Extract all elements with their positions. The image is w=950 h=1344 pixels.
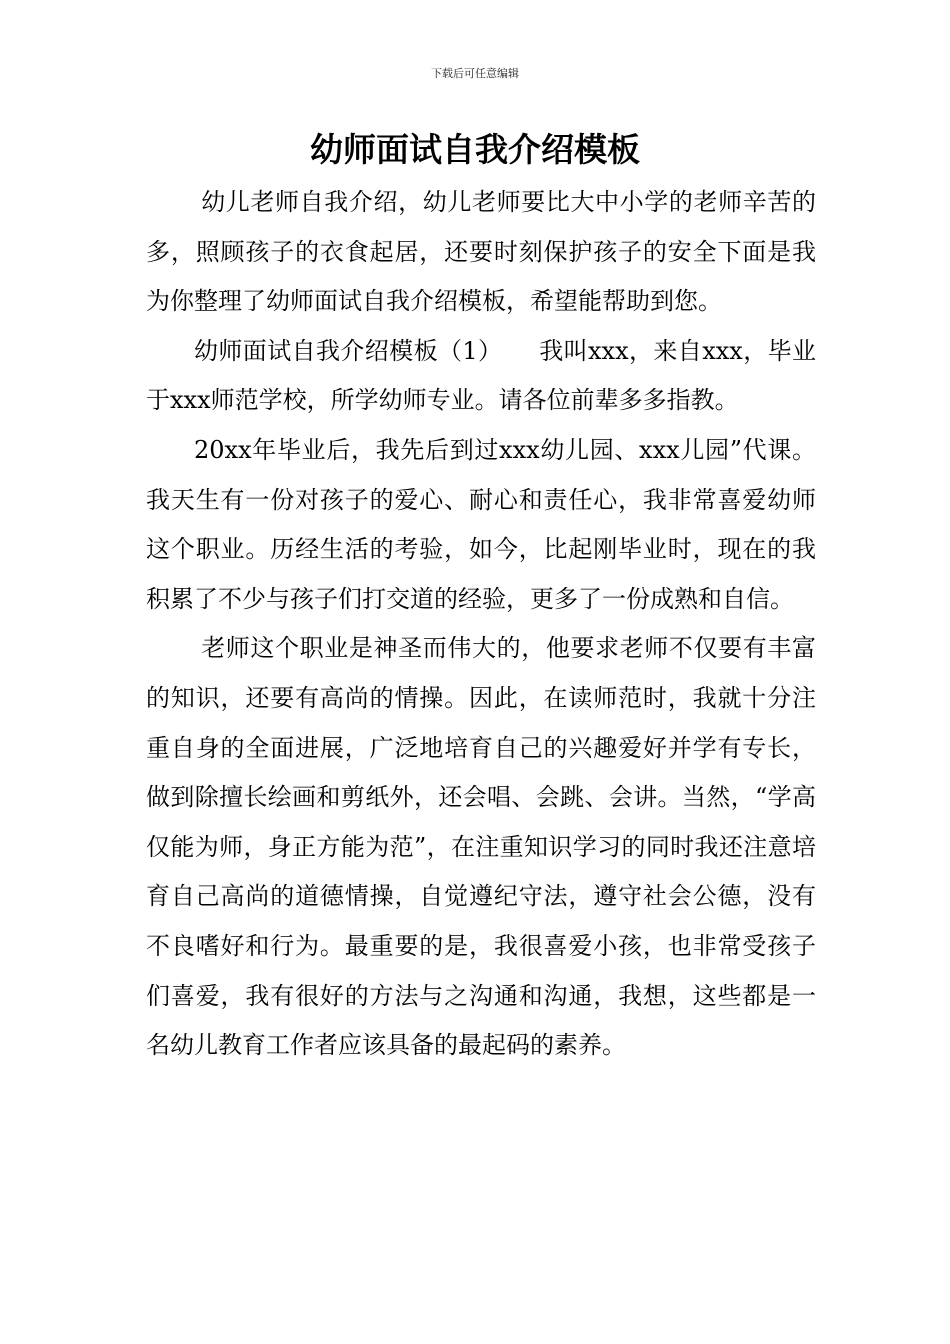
graduation-paragraph: 20xx年毕业后，我先后到过xxx幼儿园、xxx儿园”代课。我天生有一份对孩子的爱心、耐心和责任心，我非常喜爱幼师这个职业。历经生活的考验，如今，比起刚毕业时，现在的我积累了不少与孩子们打交道的经验，更多了一份成熟和自信。	[146, 435, 816, 613]
document-title: 幼师面试自我介绍模板	[310, 130, 640, 169]
template-1-paragraph: 幼师面试自我介绍模板（1） 我叫xxx，来自xxx，毕业于xxx师范学校，所学幼师专业。请各位前辈多多指教。	[146, 336, 816, 415]
intro-paragraph: 幼儿老师自我介绍，幼儿老师要比大中小学的老师辛苦的多，照顾孩子的衣食起居，还要时刻保护孩子的安全下面是我为你整理了幼师面试自我介绍模板，希望能帮助到您。	[146, 188, 816, 316]
document-body	[146, 178, 816, 1071]
header-note: 下载后可任意编辑	[431, 67, 519, 80]
profession-paragraph: 老师这个职业是神圣而伟大的，他要求老师不仅要有丰富的知识，还要有高尚的情操。因此，在读师范时，我就十分注重自身的全面进展，广泛地培育自己的兴趣爱好并学有专长，做到除擅长绘画和剪纸外，还会唱、会跳、会讲。当然，“学高仅能为师，身正方能为范”，在注重知识学习的同时我还注意培育自己高尚的道德情操，自觉遵纪守法，遵守社会公德，没有不良嗜好和行为。最重要的是，我很喜爱小孩，也非常受孩子们喜爱，我有很好的方法与之沟通和沟通，我想，这些都是一名幼儿教育工作者应该具备的最起码的素养。	[146, 634, 816, 1060]
